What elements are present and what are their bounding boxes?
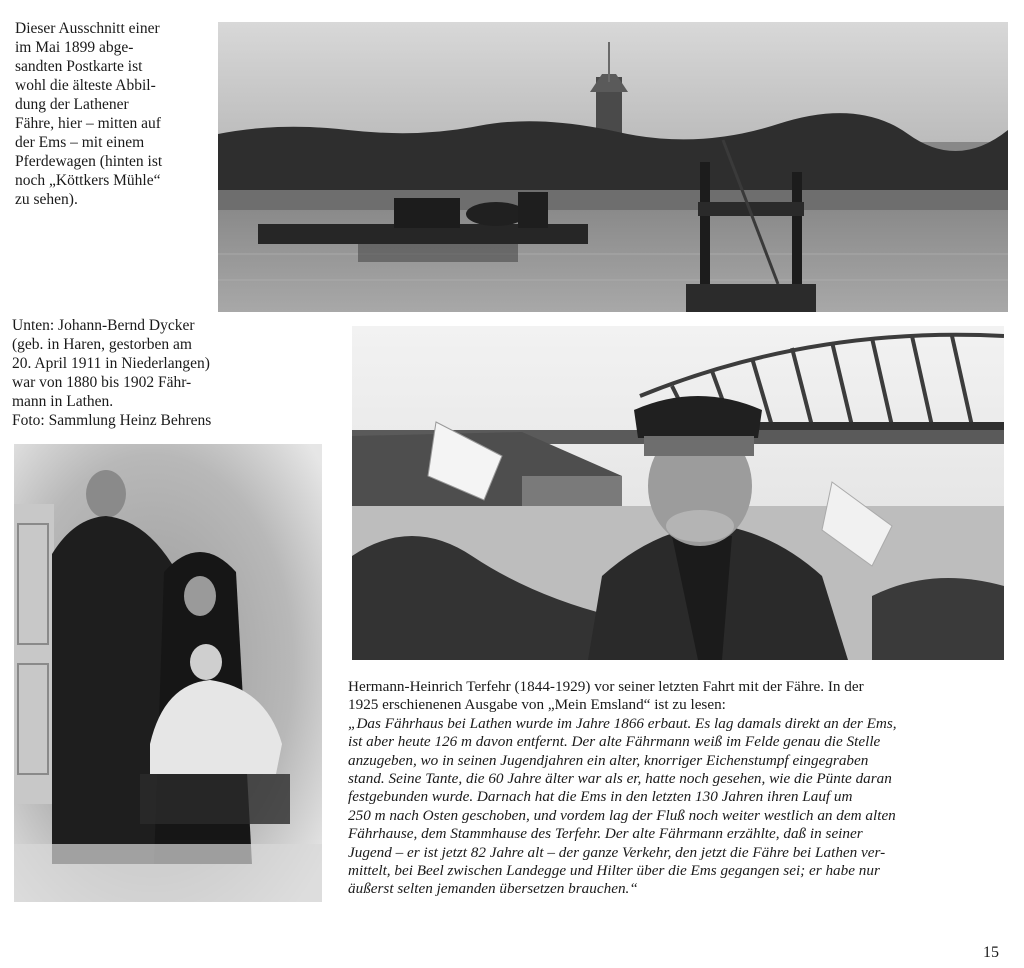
article-quote-line: Jugend – er ist jetzt 82 Jahre alt – der ganze Verkehr, den jetzt die Fähre bei Lathen ver- [348,843,886,861]
caption-line: Unten: Johann-Bernd Dycker [12,317,195,334]
article-quote-line: äußerst selten jemanden übersetzen brauchen.“ [348,880,638,898]
article-quote-line: 250 m nach Osten geschoben, und vordem lag der Fluß noch weiter westlich an dem alten [348,806,896,824]
caption-line: Pferdewagen (hinten ist [15,153,163,170]
ferry-postcard-image [218,22,1008,312]
caption-dycker [12,316,211,430]
article-quote-line: stand. Seine Tante, die 60 Jahre älter war als er, hatte noch gesehen, wie die Pünte daran [348,770,892,788]
article-quote-line: Fährhause, dem Stammhause des Terfehr. Der alte Fährmann erzählte, daß in seiner [348,825,863,843]
article-quote-line: festgebunden wurde. Darnach hat die Ems in den letzten 130 Jahren ihren Lauf um [348,788,853,806]
caption-line: zu sehen). [15,191,78,208]
page-number: 15 [983,944,999,961]
article-quote-line: mittelt, bei Beel zwischen Landegge und Hilter über die Ems gegangen sei; er habe nur [348,862,880,880]
caption-line: noch „Köttkers Mühle“ [15,172,161,189]
caption-line: mann in Lathen. [12,393,114,410]
caption-line: der Ems – mit einem [15,134,145,151]
article-text [348,678,897,899]
photo-terfehr [352,326,1004,660]
article-quote-line: „Das Fährhaus bei Lathen wurde im Jahre 1866 erbaut. Es lag damals direkt an der Ems, [348,714,897,732]
photo-dycker-family [14,444,322,902]
caption-line: war von 1880 bis 1902 Fähr- [12,374,192,391]
caption-line: dung der Lathener [15,96,129,113]
terfehr-portrait-image [352,326,1004,660]
article-quote-line: ist aber heute 126 m davon entfernt. Der alte Fährmann weiß im Felde genau die Stelle [348,733,881,751]
caption-postcard [15,19,162,209]
article-intro-line: 1925 erschienenen Ausgabe von „Mein Emsland“ ist zu lesen: [348,696,726,714]
caption-line: sandten Postkarte ist [15,58,143,75]
article-quote-line: anzugeben, wo in seinen Jugendjahren ein alter, knorriger Eichenstumpf eingegraben [348,751,869,769]
photo-ferry-postcard [218,22,1008,312]
caption-line: Foto: Sammlung Heinz Behrens [12,412,212,429]
caption-line: Dieser Ausschnitt einer [15,20,160,37]
caption-line: (geb. in Haren, gestorben am [12,336,192,353]
dycker-family-image [14,444,322,902]
caption-line: 20. April 1911 in Niederlangen) [12,355,210,372]
caption-line: im Mai 1899 abge- [15,39,134,56]
caption-line: wohl die älteste Abbil- [15,77,156,94]
article-intro-line: Hermann-Heinrich Terfehr (1844-1929) vor seiner letzten Fahrt mit der Fähre. In der [348,678,864,695]
caption-line: Fähre, hier – mitten auf [15,115,161,132]
